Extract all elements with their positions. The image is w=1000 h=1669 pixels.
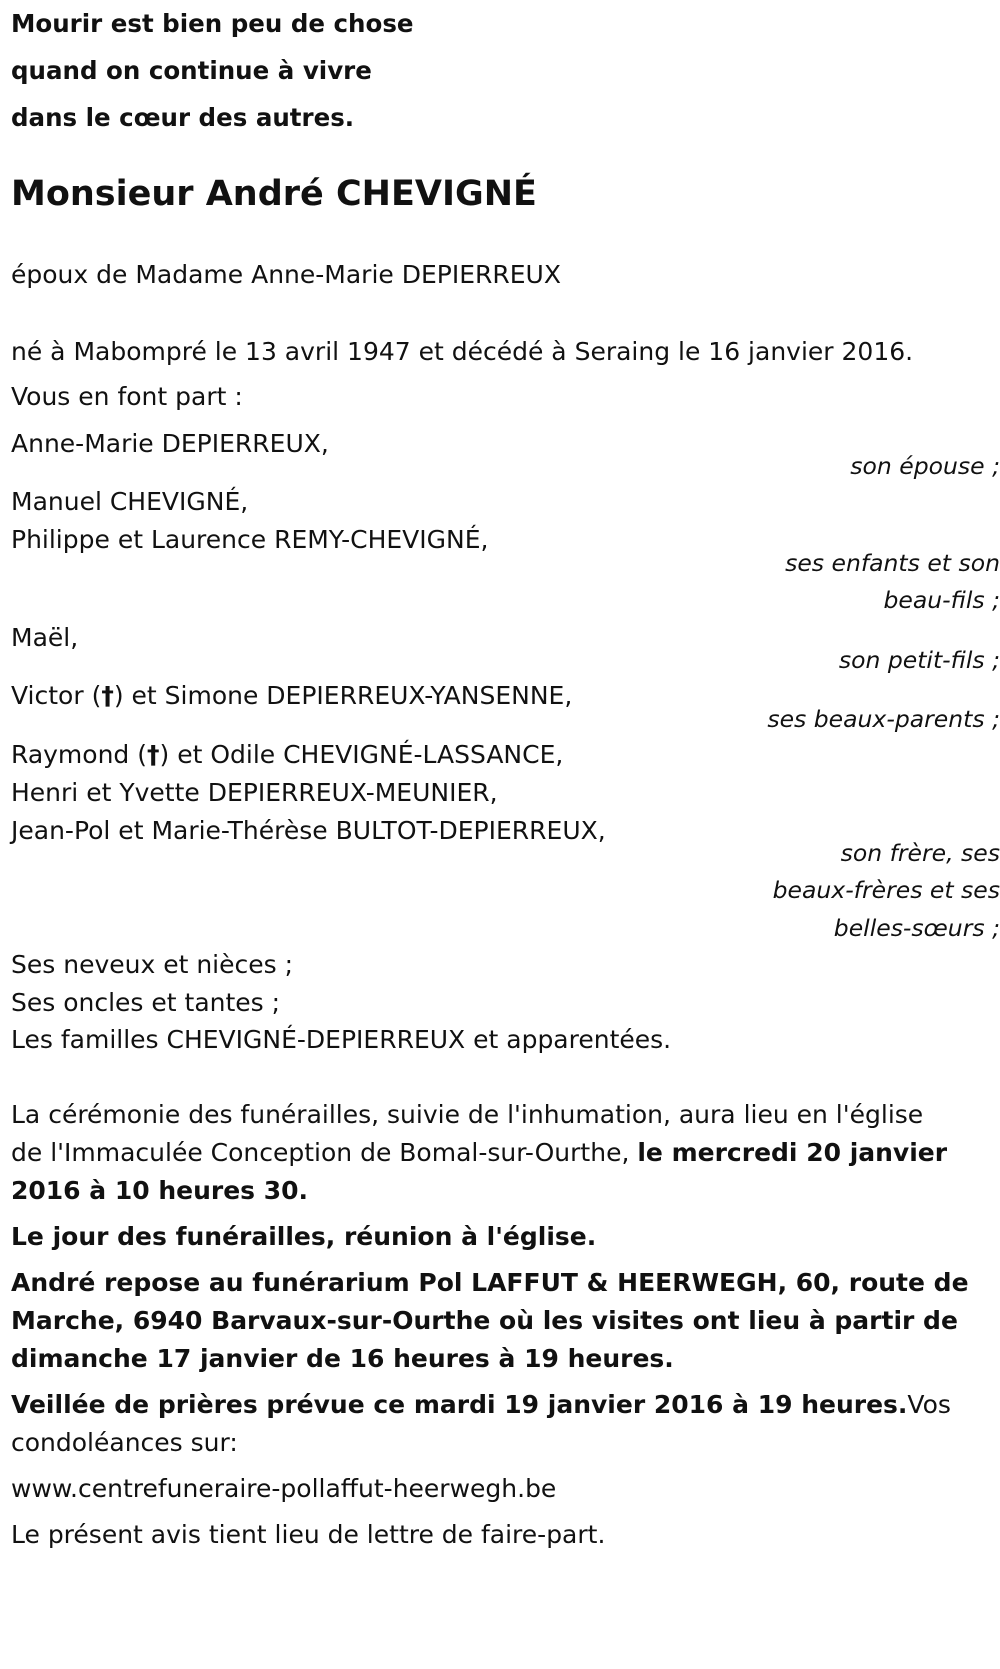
rest-line-2: Marche, 6940 Barvaux-sur-Ourthe où les visites ont lieu à partir de [11, 1306, 958, 1335]
quote-line-1: Mourir est bien peu de chose [11, 9, 414, 38]
sibling-1-suffix: ) et Odile CHEVIGNÉ-LASSANCE, [159, 740, 564, 769]
meeting-line: Le jour des funérailles, réunion à l'église. [11, 1222, 597, 1251]
inlaws-prefix: Victor ( [11, 681, 102, 710]
announcer-grandchild: Maël, [11, 623, 79, 652]
deceased-name: Monsieur André CHEVIGNÉ [11, 174, 537, 214]
notice-line: Le présent avis tient lieu de lettre de faire-part. [11, 1520, 606, 1549]
families-line: Les familles CHEVIGNÉ-DEPIERREUX et apparentées. [11, 1025, 672, 1054]
vigil-text: Veillée de prières prévue ce mardi 19 janvier 2016 à 19 heures. [11, 1390, 908, 1419]
nephews-line: Ses neveux et nièces ; [11, 950, 294, 979]
vigil-line [11, 1389, 951, 1421]
announcers-intro: Vous en font part : [11, 382, 243, 411]
relation-spouse: son épouse ; [850, 452, 1000, 480]
announcer-sibling-2: Henri et Yvette DEPIERREUX-MEUNIER, [11, 778, 498, 807]
cross-icon: † [147, 740, 160, 769]
ceremony-time: 2016 à 10 heures 30. [11, 1176, 309, 1205]
relation-siblings-3: belles-sœurs ; [833, 914, 1000, 942]
relation-siblings-1: son frère, ses [840, 839, 1000, 867]
announcer-child-2: Philippe et Laurence REMY-CHEVIGNÉ, [11, 525, 489, 554]
announcer-sibling-1 [11, 739, 563, 771]
sibling-1-prefix: Raymond ( [11, 740, 147, 769]
relation-siblings-2: beaux-frères et ses [772, 876, 1000, 904]
relation-children-1: ses enfants et son [785, 549, 1000, 577]
ceremony-line-1: La cérémonie des funérailles, suivie de l'inhumation, aura lieu en l'église [11, 1100, 924, 1129]
spouse-line: époux de Madame Anne-Marie DEPIERREUX [11, 260, 561, 289]
ceremony-date: le mercredi 20 janvier [637, 1138, 948, 1167]
ceremony-line-2 [11, 1137, 947, 1169]
announcer-spouse: Anne-Marie DEPIERREUX, [11, 429, 329, 458]
announcer-inlaws [11, 680, 572, 712]
announcer-sibling-3: Jean-Pol et Marie-Thérèse BULTOT-DEPIERREUX, [11, 816, 606, 845]
relation-children-2: beau-fils ; [883, 586, 1000, 614]
ceremony-place: de l'Immaculée Conception de Bomal-sur-Ourthe, [11, 1138, 638, 1167]
relation-inlaws: ses beaux-parents ; [767, 705, 1000, 733]
vigil-condolences-start: Vos [907, 1390, 951, 1419]
condolences-line: condoléances sur: [11, 1428, 238, 1457]
relation-grandchild: son petit-fils ; [838, 646, 1000, 674]
rest-line-3: dimanche 17 janvier de 16 heures à 19 heures. [11, 1344, 674, 1373]
website-link[interactable]: www.centrefuneraire-pollaffut-heerwegh.be [11, 1474, 557, 1503]
quote-line-3: dans le cœur des autres. [11, 103, 355, 132]
uncles-line: Ses oncles et tantes ; [11, 988, 281, 1017]
cross-icon: † [101, 681, 114, 710]
quote-line-2: quand on continue à vivre [11, 56, 372, 85]
announcer-child-1: Manuel CHEVIGNÉ, [11, 487, 249, 516]
inlaws-suffix: ) et Simone DEPIERREUX-YANSENNE, [113, 681, 573, 710]
birth-death-line: né à Mabompré le 13 avril 1947 et décédé à Seraing le 16 janvier 2016. [11, 337, 914, 366]
rest-line-1: André repose au funérarium Pol LAFFUT & HEERWEGH, 60, route de [11, 1268, 969, 1297]
